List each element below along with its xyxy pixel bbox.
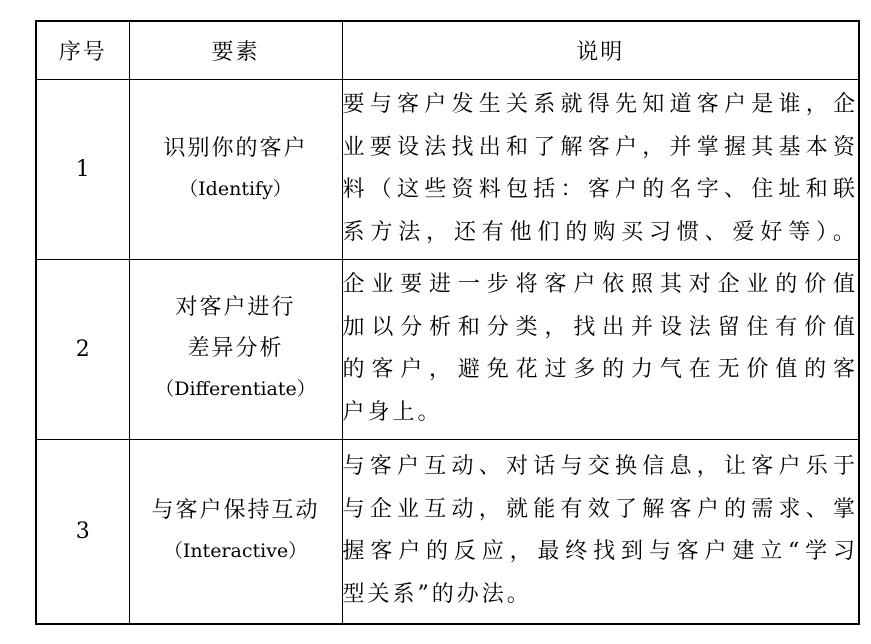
- description-cell: [342, 439, 859, 624]
- description-line: 系方法，还有他们的购买习惯、爱好等）。: [342, 219, 858, 245]
- header-row: [36, 21, 859, 79]
- table-row: [36, 79, 859, 259]
- element-cell: [129, 439, 342, 624]
- header-cell-index: 序号: [36, 21, 129, 79]
- table-row: [36, 439, 859, 624]
- row-index-cell: 2: [36, 259, 129, 439]
- element-line-english: （Interactive）: [163, 540, 308, 563]
- description-line: 型关系”的办法。: [342, 581, 532, 607]
- description-line: 与客户互动、对话与交换信息，让客户乐于: [342, 454, 858, 480]
- description-cell: [342, 79, 859, 259]
- data-table: [35, 20, 860, 625]
- element-line: 与客户保持互动: [151, 497, 320, 523]
- header-cell-description: 说明: [342, 21, 859, 79]
- description-cell: [342, 259, 859, 439]
- description-line: 加以分析和分类，找出并设法留住有价值: [342, 314, 858, 340]
- element-cell: [129, 259, 342, 439]
- element-line-english: （Identify）: [179, 178, 292, 200]
- element-line: 对客户进行: [175, 295, 296, 321]
- row-index-cell: 3: [36, 439, 129, 624]
- element-cell: [129, 79, 342, 259]
- header-cell-element: 要素: [129, 21, 342, 79]
- description-line: 要与客户发生关系就得先知道客户是谁，企: [342, 92, 858, 117]
- description-line: 业要设法找出和了解客户，并掌握其基本资: [342, 134, 858, 160]
- table-row: [36, 259, 859, 439]
- description-line: 户身上。: [342, 399, 443, 425]
- description-line: 与企业互动，就能有效了解客户的需求、掌: [342, 496, 858, 522]
- description-line: 握客户的反应，最终找到与客户建立“学习: [342, 539, 858, 565]
- description-line: 的客户，避免花过多的力气在无价值的客: [342, 357, 858, 382]
- description-line: 企业要进一步将客户依照其对企业的价值: [342, 272, 858, 297]
- element-line-english: （Differentiate）: [155, 378, 316, 401]
- description-line: 料（这些资料包括：客户的名字、住址和联: [342, 177, 858, 202]
- element-line: 识别你的客户: [163, 135, 308, 161]
- element-line: 差异分析: [187, 335, 284, 361]
- row-index-cell: 1: [36, 79, 129, 259]
